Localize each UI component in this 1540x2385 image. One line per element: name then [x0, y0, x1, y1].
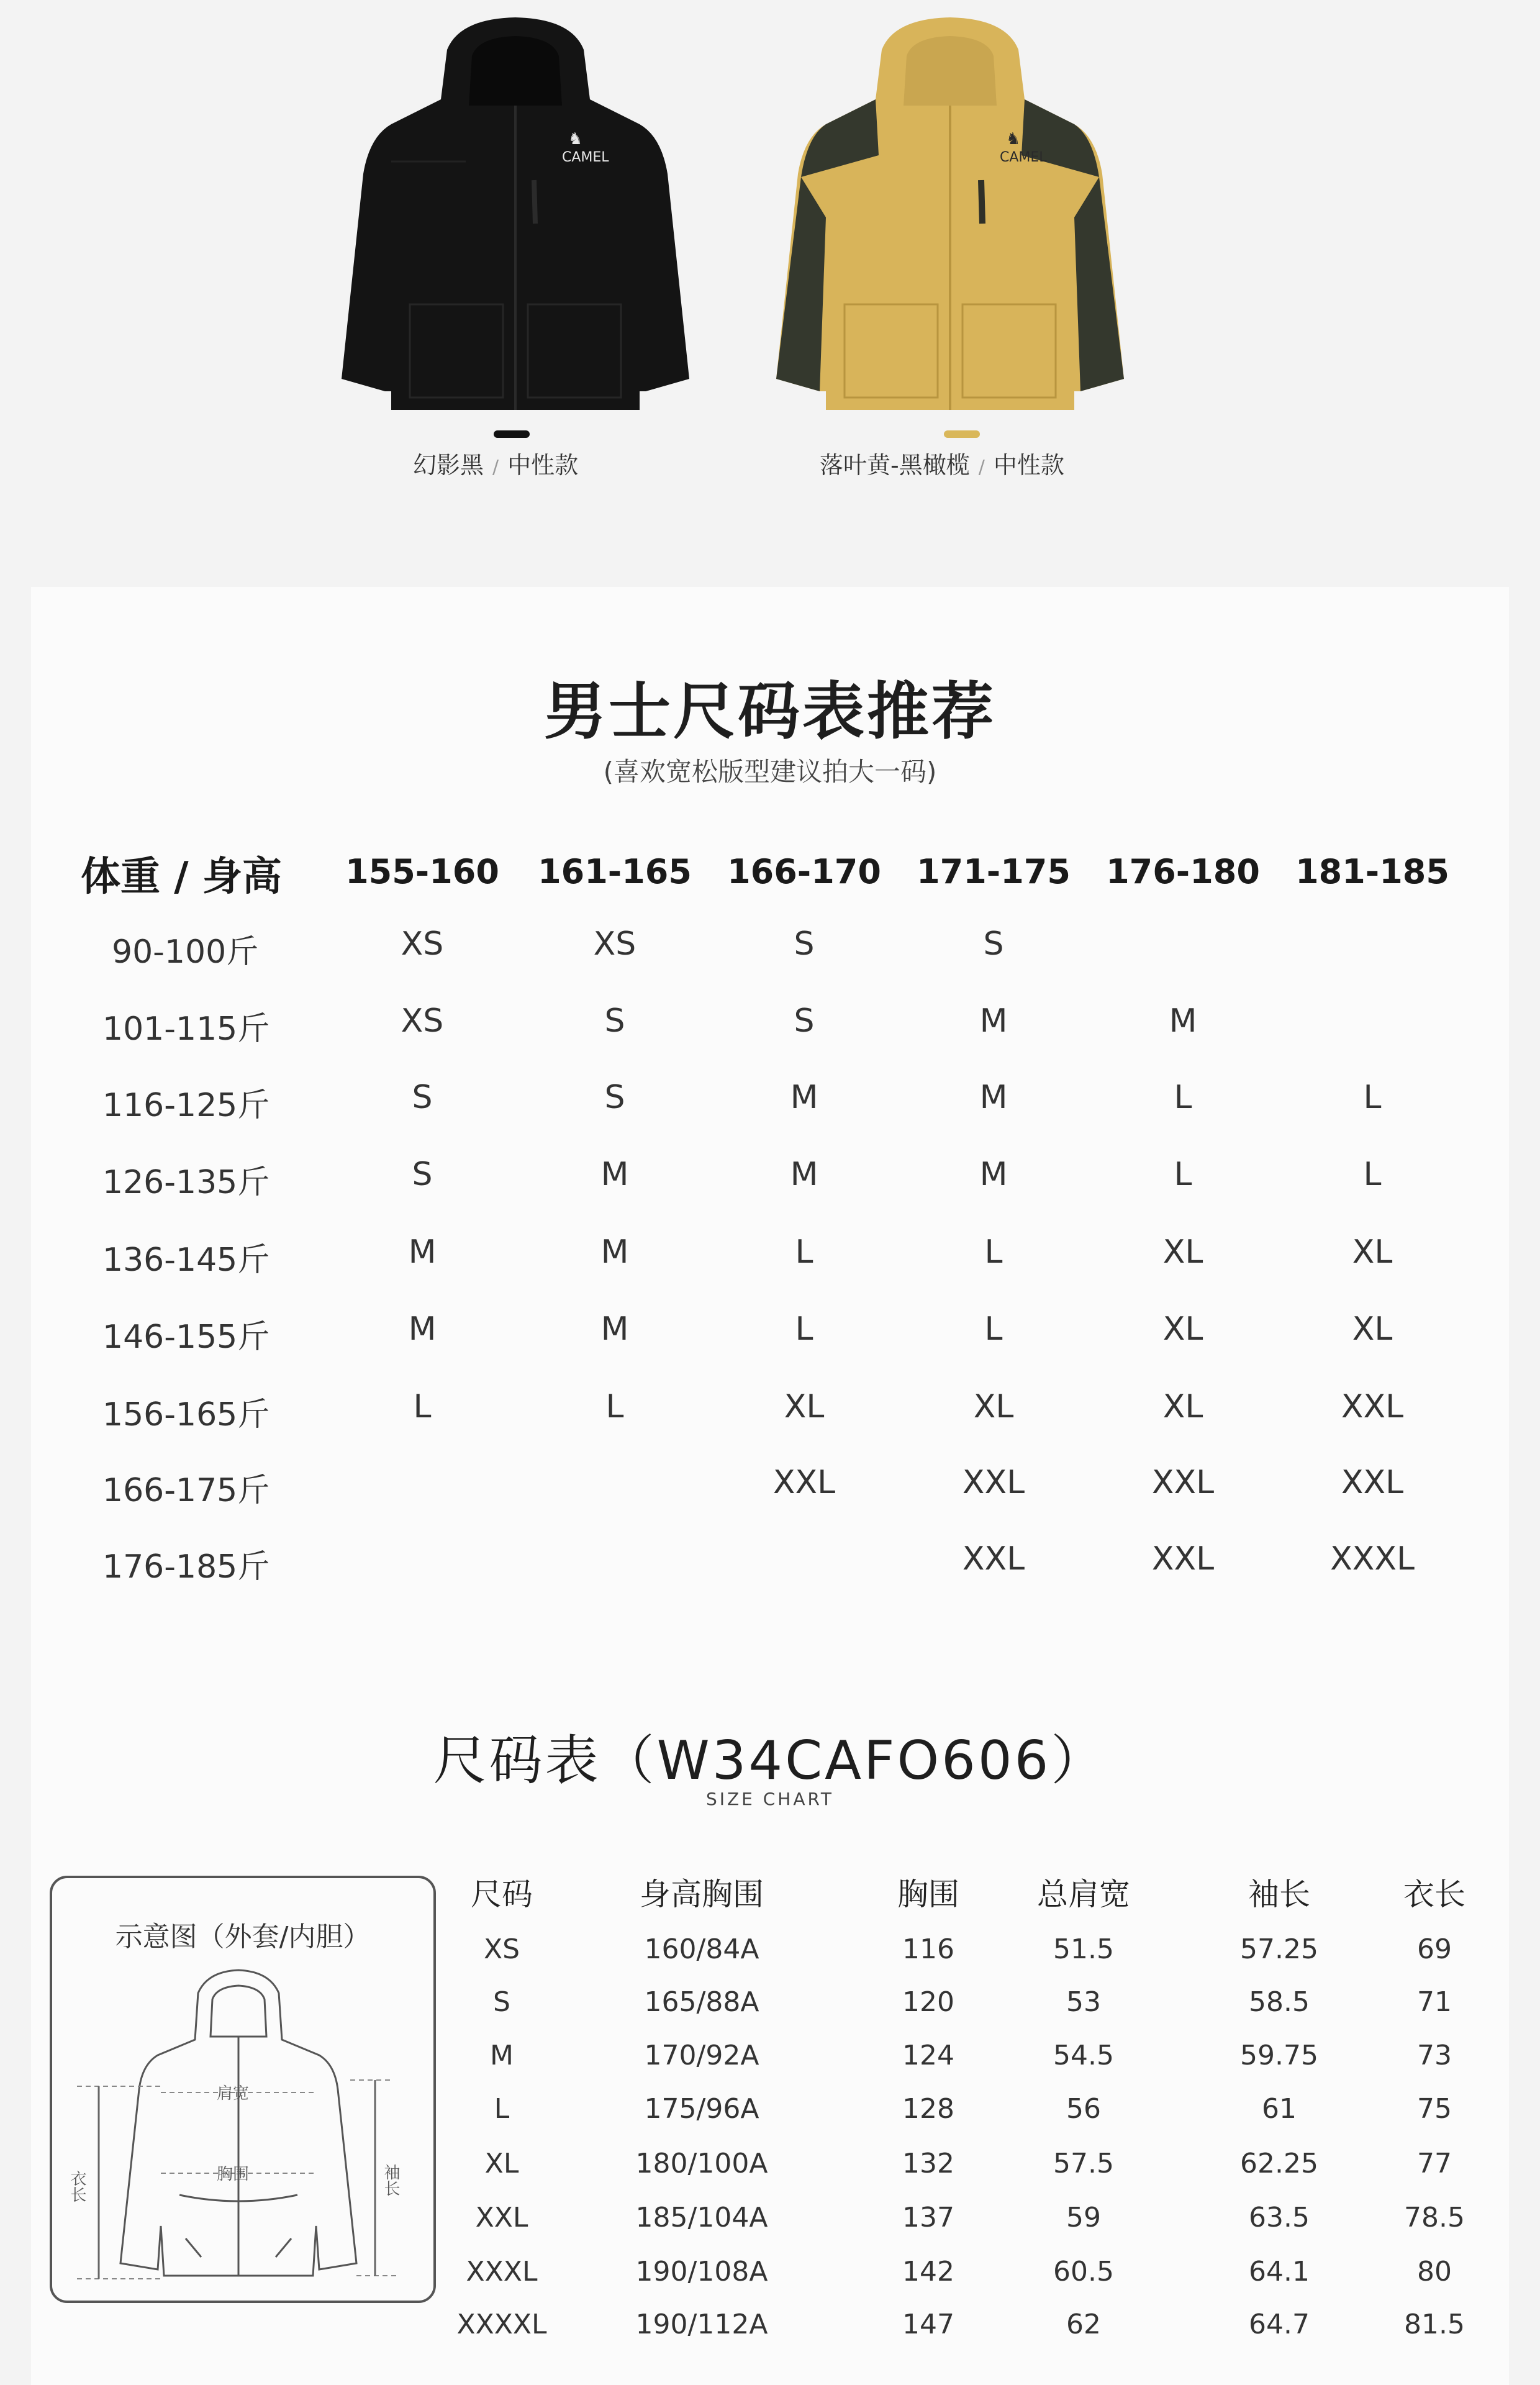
- size-chart-column-header: 袖长: [1248, 1876, 1310, 1912]
- recommended-size-cell: XXL: [1151, 1540, 1215, 1578]
- size-chart-value-cell: 69: [1417, 1933, 1452, 1965]
- size-chart-value-cell: 58.5: [1249, 1986, 1310, 2018]
- size-chart-value-cell: 51.5: [1053, 1933, 1114, 1965]
- jacket-outline-icon: [52, 1878, 433, 2301]
- recommended-size-cell: S: [412, 1156, 433, 1193]
- recommend-subtitle: (喜欢宽松版型建议拍大一码): [603, 756, 937, 787]
- size-chart-value-cell: 53: [1066, 1986, 1101, 2018]
- size-chart-size-label: XS: [483, 1933, 520, 1965]
- size-chart-value-cell: 77: [1417, 2148, 1452, 2179]
- size-chart-column-header: 总肩宽: [1037, 1876, 1130, 1912]
- size-chart-value-cell: 142: [902, 2256, 954, 2287]
- size-chart-size-label: XL: [484, 2148, 519, 2179]
- product-image-black-jacket[interactable]: [317, 12, 714, 410]
- size-chart-value-cell: 62: [1066, 2309, 1101, 2340]
- recommended-size-cell: M: [1169, 1002, 1197, 1040]
- recommended-size-cell: M: [408, 1233, 437, 1271]
- recommended-size-cell: XXL: [962, 1540, 1025, 1578]
- product-showcase: [0, 0, 1540, 584]
- weight-row-label: 116-125斤: [102, 1087, 270, 1124]
- svg-text:袖长: 袖长: [381, 2164, 400, 2196]
- recommended-size-cell: L: [984, 1233, 1003, 1271]
- size-chart-value-cell: 137: [902, 2202, 954, 2233]
- style-label: 中性款: [507, 452, 579, 479]
- size-chart-subtitle: SIZE CHART: [705, 1789, 835, 1809]
- size-chart-size-label: XXXXL: [456, 2309, 547, 2340]
- size-chart-value-cell: 120: [902, 1986, 954, 2018]
- size-chart-value-cell: 64.7: [1249, 2309, 1310, 2340]
- size-chart-value-cell: 54.5: [1053, 2040, 1114, 2071]
- recommended-size-cell: L: [1363, 1079, 1382, 1116]
- svg-text:♞: ♞: [568, 130, 583, 148]
- recommended-size-cell: M: [600, 1233, 629, 1271]
- recommended-size-cell: M: [979, 1002, 1008, 1040]
- weight-row-label: 166-175斤: [102, 1472, 270, 1509]
- size-chart-size-label: XXL: [475, 2202, 528, 2233]
- recommended-size-cell: M: [979, 1156, 1008, 1193]
- style-label: 中性款: [993, 452, 1064, 479]
- size-chart-value-cell: 60.5: [1053, 2256, 1114, 2287]
- recommended-size-cell: S: [604, 1002, 625, 1040]
- svg-text:衣长: 衣长: [68, 2170, 86, 2202]
- size-chart-column-header: 尺码: [471, 1876, 533, 1912]
- weight-row-label: 146-155斤: [102, 1319, 270, 1356]
- recommended-size-cell: M: [600, 1156, 629, 1193]
- recommended-size-cell: S: [794, 1002, 815, 1040]
- size-chart-column-header: 胸围: [897, 1876, 959, 1912]
- recommended-size-cell: M: [408, 1311, 437, 1348]
- size-chart-size-label: XXXL: [466, 2256, 538, 2287]
- height-column-header: 155-160: [345, 852, 499, 891]
- table-corner-label: 体重 / 身高: [81, 854, 282, 900]
- recommended-size-cell: S: [794, 925, 815, 963]
- recommended-size-cell: XL: [1352, 1311, 1393, 1348]
- measurement-diagram: [50, 1876, 436, 2303]
- recommended-size-cell: XL: [784, 1388, 825, 1425]
- height-column-header: 176-180: [1106, 852, 1260, 891]
- recommended-size-cell: M: [790, 1079, 818, 1116]
- svg-text:胸围: 胸围: [217, 2165, 250, 2184]
- recommended-size-cell: M: [979, 1079, 1008, 1116]
- recommended-size-cell: XL: [1162, 1311, 1203, 1348]
- color-name: 落叶黄-黑橄榄: [820, 452, 970, 479]
- size-chart-value-cell: 57.25: [1240, 1933, 1318, 1965]
- recommended-size-cell: L: [605, 1388, 624, 1425]
- recommended-size-cell: L: [1174, 1156, 1192, 1193]
- recommended-size-cell: XL: [1352, 1233, 1393, 1271]
- weight-row-label: 90-100斤: [112, 934, 259, 971]
- size-chart-value-cell: 170/92A: [644, 2040, 759, 2071]
- size-chart-value-cell: 180/100A: [635, 2148, 768, 2179]
- svg-text:♞: ♞: [1006, 130, 1021, 148]
- recommended-size-cell: L: [413, 1388, 432, 1425]
- size-chart-value-cell: 160/84A: [644, 1933, 759, 1965]
- weight-row-label: 126-135斤: [102, 1164, 270, 1201]
- height-column-header: 181-185: [1295, 852, 1449, 891]
- recommended-size-cell: L: [1363, 1156, 1382, 1193]
- weight-row-label: 176-185斤: [102, 1548, 270, 1586]
- size-chart-size-label: L: [494, 2093, 510, 2125]
- size-chart-value-cell: 59.75: [1240, 2040, 1318, 2071]
- size-chart-value-cell: 63.5: [1249, 2202, 1310, 2233]
- color-name: 幻影黑: [413, 452, 484, 479]
- product-caption-yellow: 落叶黄-黑橄榄 / 中性款: [820, 452, 1064, 479]
- recommended-size-cell: XXL: [1341, 1464, 1404, 1501]
- size-chart-value-cell: 190/108A: [635, 2256, 768, 2287]
- size-chart-value-cell: 190/112A: [635, 2309, 768, 2340]
- size-chart-value-cell: 80: [1417, 2256, 1452, 2287]
- recommended-size-cell: L: [795, 1311, 813, 1348]
- recommend-title: 男士尺码表推荐: [544, 675, 996, 748]
- weight-row-label: 136-145斤: [102, 1242, 270, 1279]
- size-chart-size-label: S: [493, 1986, 510, 2018]
- size-chart-size-label: M: [490, 2040, 514, 2071]
- size-chart-value-cell: 73: [1417, 2040, 1452, 2071]
- recommended-size-cell: S: [983, 925, 1004, 963]
- size-chart-value-cell: 147: [902, 2309, 954, 2340]
- recommended-size-cell: M: [600, 1311, 629, 1348]
- recommended-size-cell: L: [984, 1311, 1003, 1348]
- size-chart-value-cell: 64.1: [1249, 2256, 1310, 2287]
- size-chart-value-cell: 61: [1262, 2093, 1297, 2125]
- height-column-header: 166-170: [727, 852, 881, 891]
- recommended-size-cell: S: [604, 1079, 625, 1116]
- size-chart-value-cell: 59: [1066, 2202, 1101, 2233]
- size-chart-title: 尺码表（W34CAFO606）: [433, 1730, 1107, 1792]
- size-chart-value-cell: 71: [1417, 1986, 1452, 2018]
- camel-logo-yellow: CAMEL: [1000, 150, 1047, 165]
- recommended-size-cell: XL: [973, 1388, 1014, 1425]
- size-chart-value-cell: 56: [1066, 2093, 1101, 2125]
- camel-logo-black: CAMEL: [562, 150, 609, 165]
- recommended-size-cell: XS: [593, 925, 636, 963]
- recommended-size-cell: XXL: [1151, 1464, 1215, 1501]
- recommended-size-cell: L: [1174, 1079, 1192, 1116]
- recommended-size-cell: XXL: [772, 1464, 836, 1501]
- product-image-yellow-black-jacket[interactable]: [751, 12, 1149, 410]
- recommended-size-cell: XS: [401, 1002, 444, 1040]
- size-chart-value-cell: 75: [1417, 2093, 1452, 2125]
- size-chart-column-header: 衣长: [1403, 1876, 1465, 1912]
- recommended-size-cell: M: [790, 1156, 818, 1193]
- height-column-header: 171-175: [917, 852, 1071, 891]
- recommended-size-cell: L: [795, 1233, 813, 1271]
- size-chart-value-cell: 175/96A: [644, 2093, 759, 2125]
- size-chart-column-header: 身高胸围: [640, 1876, 764, 1912]
- size-chart-value-cell: 165/88A: [644, 1986, 759, 2018]
- size-chart-value-cell: 78.5: [1404, 2202, 1465, 2233]
- size-chart-value-cell: 57.5: [1053, 2148, 1114, 2179]
- svg-text:肩宽: 肩宽: [217, 2084, 250, 2103]
- size-chart-value-cell: 124: [902, 2040, 954, 2071]
- size-chart-value-cell: 81.5: [1404, 2309, 1465, 2340]
- recommended-size-cell: XXL: [1341, 1388, 1404, 1425]
- recommended-size-cell: S: [412, 1079, 433, 1116]
- weight-row-label: 156-165斤: [102, 1396, 270, 1433]
- color-swatch-black[interactable]: [494, 430, 530, 438]
- product-caption-black: 幻影黑 / 中性款: [413, 452, 579, 479]
- weight-row-label: 101-115斤: [102, 1011, 270, 1048]
- size-chart-value-cell: 62.25: [1240, 2148, 1318, 2179]
- color-swatch-yellow[interactable]: [944, 430, 980, 438]
- size-chart-value-cell: 185/104A: [635, 2202, 768, 2233]
- recommended-size-cell: XS: [401, 925, 444, 963]
- size-chart-value-cell: 132: [902, 2148, 954, 2179]
- recommended-size-cell: XL: [1162, 1388, 1203, 1425]
- size-chart-value-cell: 128: [902, 2093, 954, 2125]
- recommended-size-cell: XL: [1162, 1233, 1203, 1271]
- diagram-title: 示意图（外套/内胆）: [115, 1921, 371, 1953]
- recommended-size-cell: XXL: [962, 1464, 1025, 1501]
- size-chart-value-cell: 116: [902, 1933, 954, 1965]
- height-column-header: 161-165: [538, 852, 692, 891]
- recommended-size-cell: XXXL: [1330, 1540, 1415, 1578]
